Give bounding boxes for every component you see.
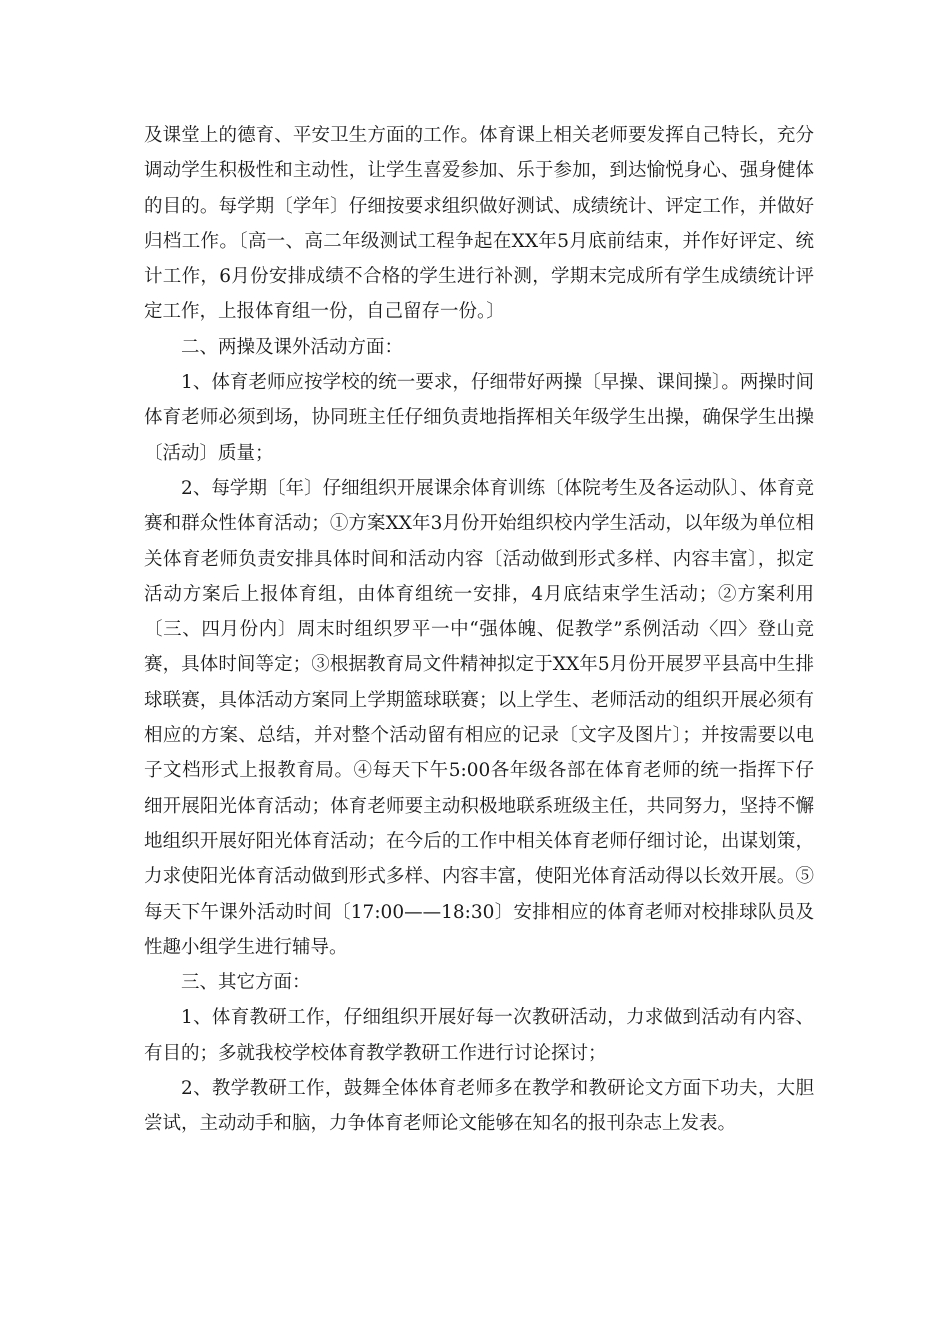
paragraph-continuation: 及课堂上的德育、平安卫生方面的工作。体育课上相关老师要发挥自己特长，充分调动学生积极性和主动性，让学生喜爱参加、乐于参加，到达愉悦身心、强身健体的目的。每学期〔学年〕仔细按要求组织做好测试、成绩统计、评定工作，并做好归档工作。〔高一、高二年级测试工程争起在XX年5月底前结束，并作好评定、统计工作，6月份安排成绩不合格的学生进行补测，学期末完成所有学生成绩统计评定工作，上报体育组一份，自己留存一份。〕 (144, 125, 814, 323)
paragraph-item-2-2: 2、每学期〔年〕仔细组织开展课余体育训练〔体院考生及各运动队〕、体育竞赛和群众性体育活动；①方案XX年3月份开始组织校内学生活动，以年级为单位相关体育老师负责安排具体时间和活动内容〔活动做到形式多样、内容丰富〕，拟定活动方案后上报体育组，由体育组统一安排，4月底结束学生活动；②方案利用〔三、四月份内〕周末时组织罗平一中“强体魄、促教学”系例活动〈四〉登山竞赛，具体时间等定；③根据教育局文件精神拟定于XX年5月份开展罗平县高中生排球联赛，具体活动方案同上学期篮球联赛；以上学生、老师活动的组织开展必须有相应的方案、总结，并对整个活动留有相应的记录〔文字及图片〕；并按需要以电子文档形式上报教育局。④每天下午5:00各年级各部在体育老师的统一指挥下仔细开展阳光体育活动；体育老师要主动积极地联系班级主任，共同努力，坚持不懈地组织开展好阳光体育活动；在今后的工作中相关体育老师仔细讨论，出谋划策，力求使阳光体育活动做到形式多样、内容丰富，使阳光体育活动得以长效开展。⑤每天下午课外活动时间〔17:00——18:30〕安排相应的体育老师对校排球队员及性趣小组学生进行辅导。 (144, 477, 814, 958)
document-body (144, 118, 814, 1142)
paragraph-item-3-2: 2、教学教研工作，鼓舞全体体育老师多在教学和教研论文方面下功夫，大胆尝试，主动动手和脑，力争体育老师论文能够在知名的报刊杂志上发表。 (144, 1078, 814, 1135)
paragraph-item-3-1: 1、体育教研工作，仔细组织开展好每一次教研活动，力求做到活动有内容、有目的；多就我校学校体育教学教研工作进行讨论探讨； (144, 1007, 814, 1064)
paragraph-item-2-1: 1、体育老师应按学校的统一要求，仔细带好两操〔早操、课间操〕。两操时间体育老师必须到场，协同班主任仔细负责地指挥相关年级学生出操，确保学生出操〔活动〕质量； (144, 372, 814, 464)
section-heading-three: 三、其它方面： (181, 972, 311, 994)
section-heading-two: 二、两操及课外活动方面： (181, 336, 404, 358)
